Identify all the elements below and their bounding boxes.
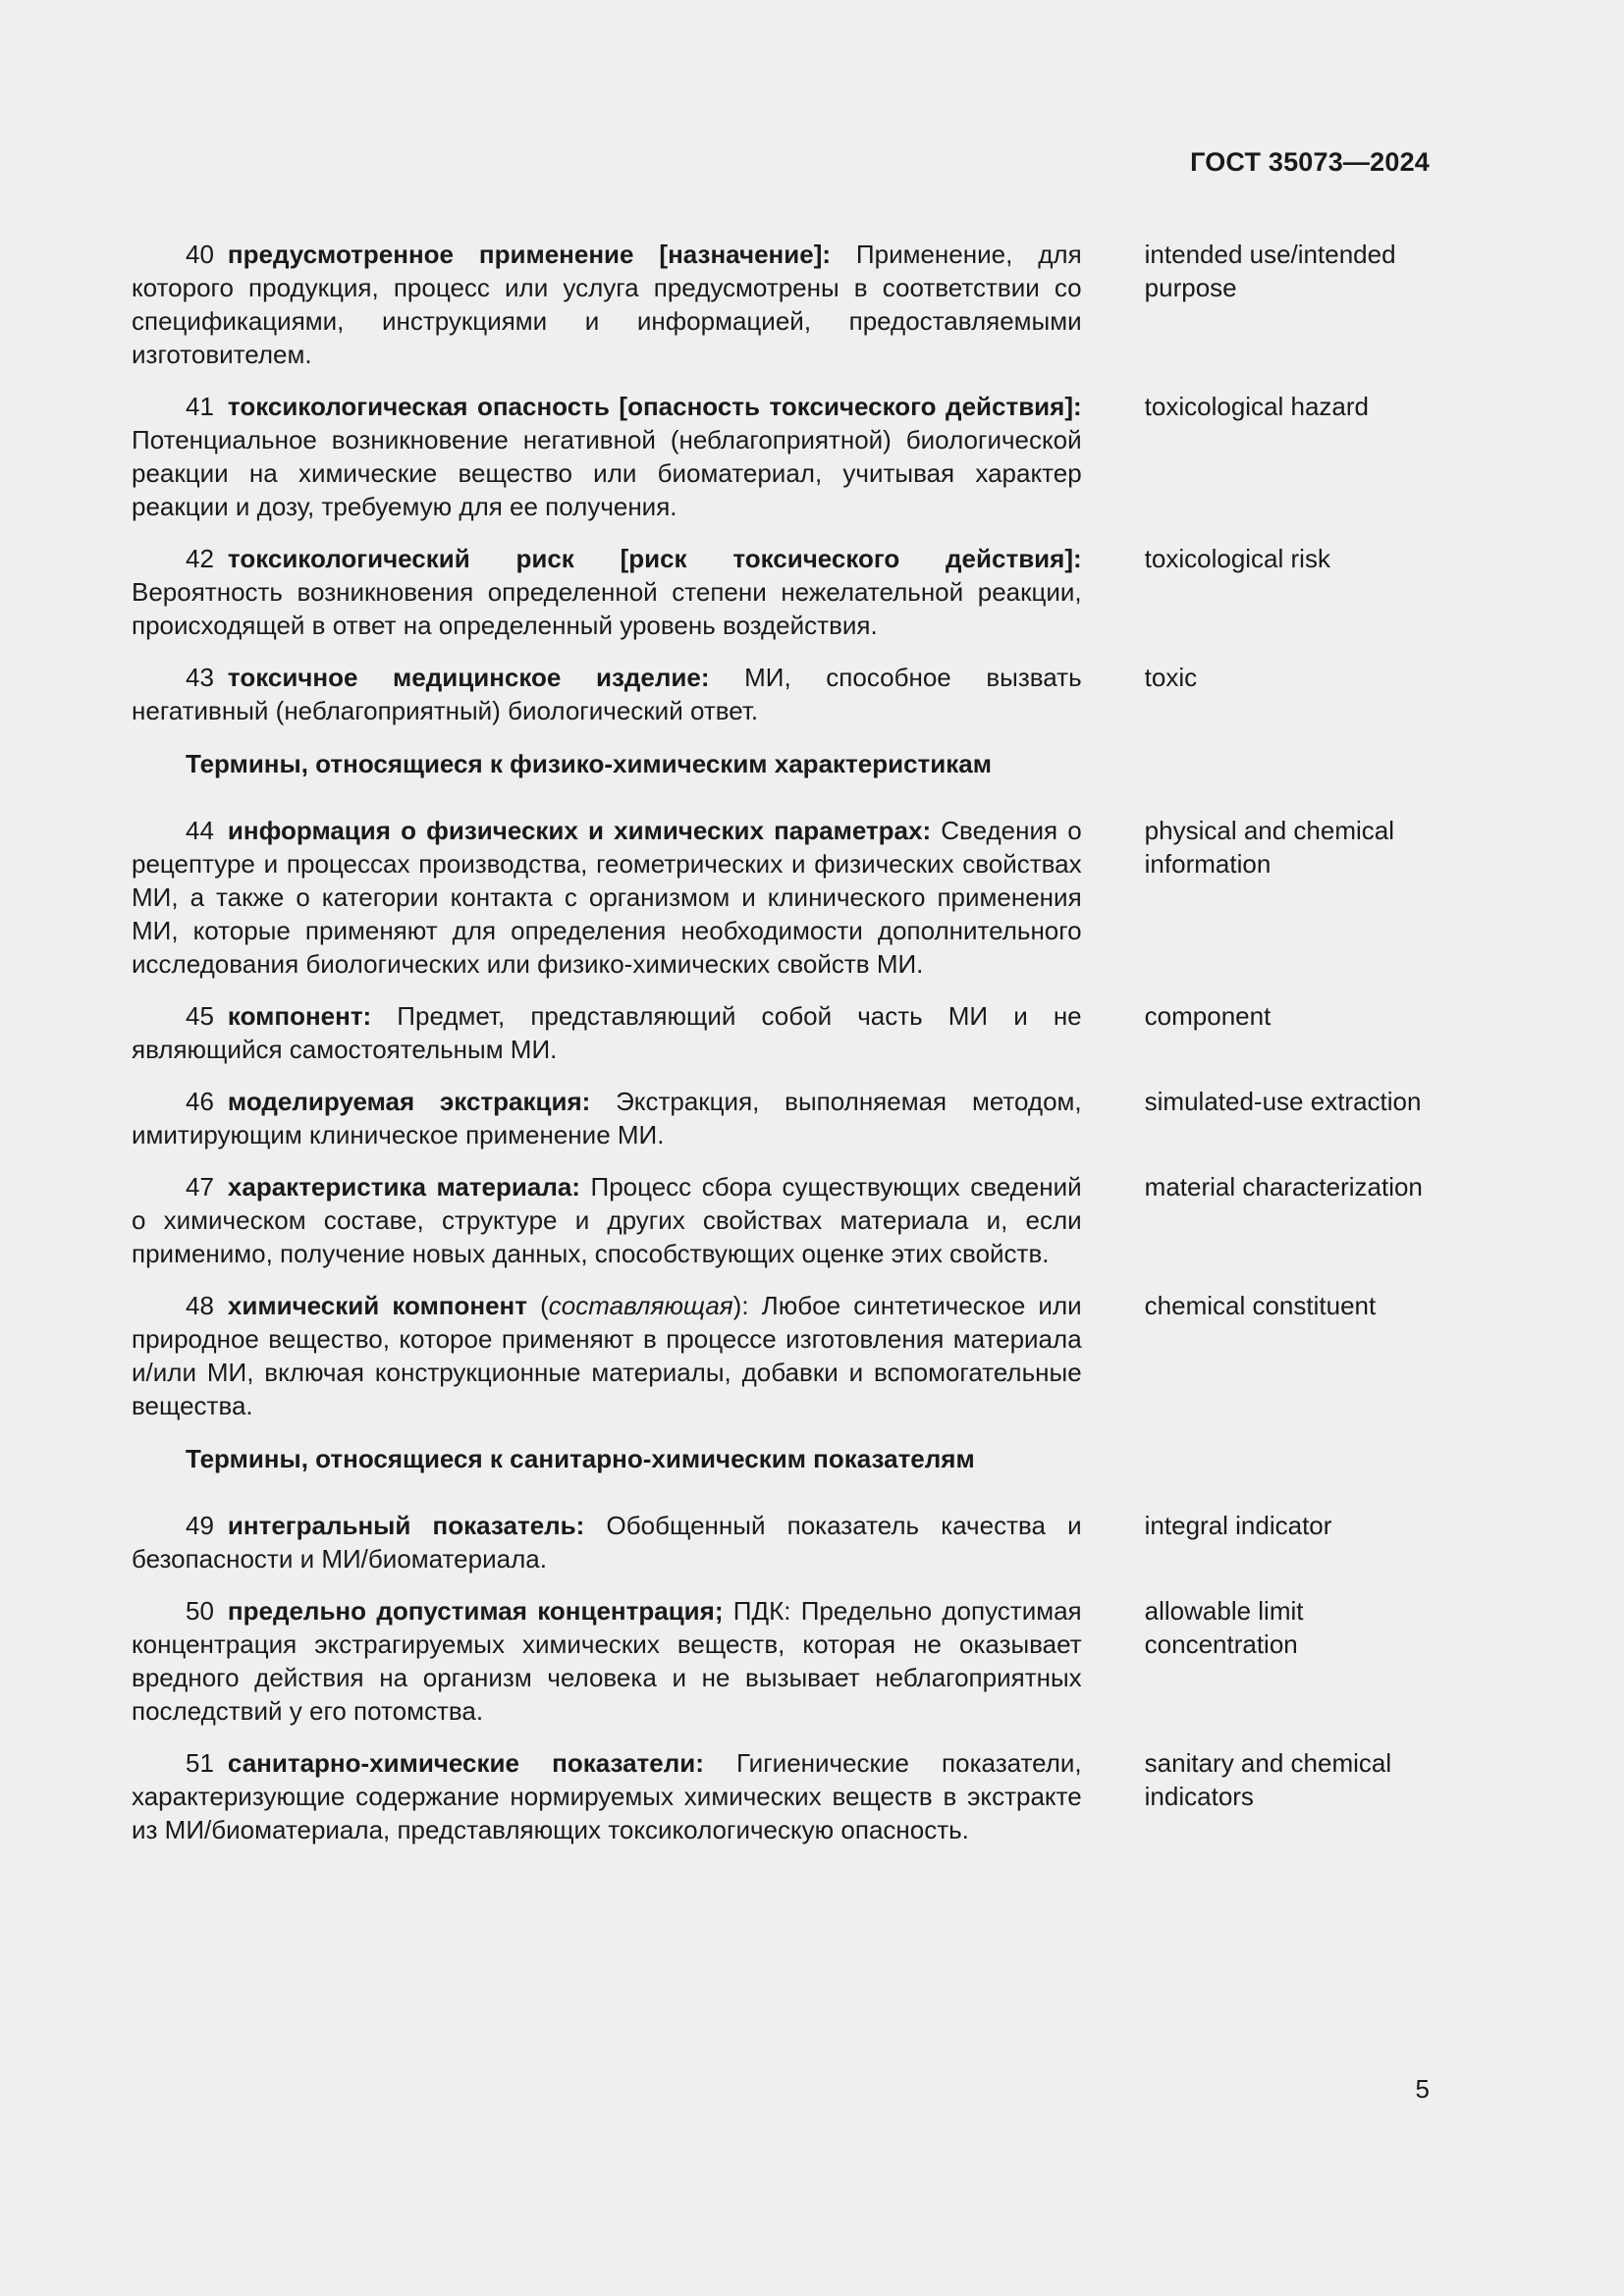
term-english-equivalent: material characterization xyxy=(1144,1172,1423,1201)
term-english-equivalent: chemical constituent xyxy=(1144,1291,1377,1320)
term-entry-47 xyxy=(132,1170,1437,1270)
term-title: предусмотренное применение [назначение]: xyxy=(227,240,832,269)
term-number: 42 xyxy=(186,544,214,573)
term-definition-ru xyxy=(132,1746,1082,1846)
term-alternative: составляющая xyxy=(548,1291,733,1320)
page-number: 5 xyxy=(1415,2074,1430,2104)
term-english-equivalent: toxic xyxy=(1144,663,1198,692)
term-english-equivalent: intended use/intended purpose xyxy=(1144,240,1396,302)
term-title: предельно допустимая концентрация; xyxy=(227,1596,724,1626)
term-english-equivalent: component xyxy=(1144,1001,1272,1031)
term-definition-ru xyxy=(132,1170,1082,1270)
term-definition-text: Предмет, представляющий собой часть МИ и не являющийся самостоятельным МИ. xyxy=(132,1001,1082,1064)
term-entry-51 xyxy=(132,1746,1437,1846)
term-entry-41 xyxy=(132,390,1437,523)
term-title: интегральный показатель: xyxy=(227,1511,585,1540)
term-number: 48 xyxy=(186,1291,214,1320)
term-english-equivalent: integral indicator xyxy=(1144,1511,1332,1540)
term-definition-text: ): Любое синтетическое или природное вещество, которое применяют в процессе изготовления материала и/или МИ, включая конструкционные материалы, добавки и вспомогательные вещества. xyxy=(132,1291,1082,1420)
term-entry-49 xyxy=(132,1509,1437,1575)
term-definition-ru xyxy=(132,390,1082,523)
term-english-equivalent: physical and chemical information xyxy=(1144,816,1395,879)
term-definition-ru xyxy=(132,542,1082,642)
term-definition-text: Обобщенный показатель качества и безопасности и МИ/биоматериала. xyxy=(132,1511,1082,1574)
term-definition-ru xyxy=(132,1085,1082,1151)
term-entry-40 xyxy=(132,238,1437,371)
term-entry-50 xyxy=(132,1594,1437,1728)
term-number: 50 xyxy=(186,1596,214,1626)
term-definition-ru xyxy=(132,238,1082,371)
term-definition-text: ПДК: Предельно допустимая концентрация экстрагируемых химических веществ, которая не оказывает вредного действия на организм человека и не вызывает неблагоприятных последствий у его потомства. xyxy=(132,1596,1082,1726)
term-number: 43 xyxy=(186,663,214,692)
term-definition-ru xyxy=(132,814,1082,981)
term-number: 44 xyxy=(186,816,214,845)
term-entry-44 xyxy=(132,814,1437,981)
term-english-equivalent: simulated-use extraction xyxy=(1144,1087,1422,1116)
term-title: токсичное медицинское изделие: xyxy=(227,663,710,692)
term-definition-text: Применение, для которого продукция, процесс или услуга предусмотрены в соответствии со спецификациями, инструкциями и информацией, предоставляемыми изготовителем. xyxy=(132,240,1082,369)
term-title: характеристика материала: xyxy=(227,1172,580,1201)
term-number: 45 xyxy=(186,1001,214,1031)
term-definition-text: Вероятность возникновения определенной степени нежелательной реакции, происходящей в ответ на определенный уровень воздействия. xyxy=(132,577,1082,640)
term-definition-text: Экстракция, выполняемая методом, имитирующим клиническое применение МИ. xyxy=(132,1087,1082,1149)
term-title: химический компонент xyxy=(227,1291,527,1320)
term-definition-ru xyxy=(132,1594,1082,1728)
term-definition-ru xyxy=(132,661,1082,727)
term-number: 47 xyxy=(186,1172,214,1201)
term-number: 46 xyxy=(186,1087,214,1116)
term-entry-43 xyxy=(132,661,1437,727)
term-entry-45 xyxy=(132,999,1437,1066)
term-number: 41 xyxy=(186,392,214,421)
term-definition-text: Потенциальное возникновение негативной (неблагоприятной) биологической реакции на химические вещество или биоматериал, учитывая характер реакции и дозу, требуемую для ее получения. xyxy=(132,425,1082,521)
term-title: санитарно-химические показатели: xyxy=(227,1748,704,1778)
term-definition-text: Сведения о рецептуре и процессах производства, геометрических и физических свойствах МИ, а также о категории контакта с организмом и клинического применения МИ, которые применяют для определения необходимости дополнительного исследования биологических или физико-химических свойств МИ. xyxy=(132,816,1082,979)
term-entry-42 xyxy=(132,542,1437,642)
term-entry-46 xyxy=(132,1085,1437,1151)
term-title: компонент: xyxy=(227,1001,372,1031)
term-title: токсикологический риск [риск токсического действия]: xyxy=(227,544,1082,573)
terms-content xyxy=(132,238,1437,1865)
standard-designation: ГОСТ 35073—2024 xyxy=(1190,147,1430,177)
term-definition-ru xyxy=(132,999,1082,1066)
term-number: 49 xyxy=(186,1511,214,1540)
term-english-equivalent: allowable limit concentration xyxy=(1144,1596,1304,1659)
term-entry-48 xyxy=(132,1289,1437,1422)
term-number: 40 xyxy=(186,240,214,269)
term-definition-text: Процесс сбора существующих сведений о химическом составе, структуре и других свойствах материала и, если применимо, получение новых данных, способствующих оценке этих свойств. xyxy=(132,1172,1082,1268)
term-number: 51 xyxy=(186,1748,214,1778)
term-title: токсикологическая опасность [опасность токсического действия]: xyxy=(227,392,1082,421)
term-title: моделируемая экстракция: xyxy=(227,1087,591,1116)
term-definition-ru xyxy=(132,1509,1082,1575)
term-english-equivalent: sanitary and chemical indicators xyxy=(1144,1748,1392,1811)
section-heading-physchem: Термины, относящиеся к физико-химическим характеристикам xyxy=(186,749,992,778)
term-title: информация о физических и химических параметрах: xyxy=(227,816,932,845)
term-english-equivalent: toxicological risk xyxy=(1144,544,1330,573)
term-definition-text: Гигиенические показатели, характеризующие содержание нормируемых химических веществ в экстракте из МИ/биоматериала, представляющих токсикологическую опасность. xyxy=(132,1748,1082,1844)
term-definition-ru: 48 химический компонент (составляющая): Любое синтетическое или природное вещество, которое применяют в процессе изготовления материала и/или МИ, включая конструкционные материалы, добавки и вспомогательные вещества. xyxy=(132,1291,1082,1420)
section-heading-sanitary: Термины, относящиеся к санитарно-химическим показателям xyxy=(186,1444,975,1473)
term-english-equivalent: toxicological hazard xyxy=(1144,392,1370,421)
term-definition-text: МИ, способное вызвать негативный (неблагоприятный) биологический ответ. xyxy=(132,663,1082,725)
